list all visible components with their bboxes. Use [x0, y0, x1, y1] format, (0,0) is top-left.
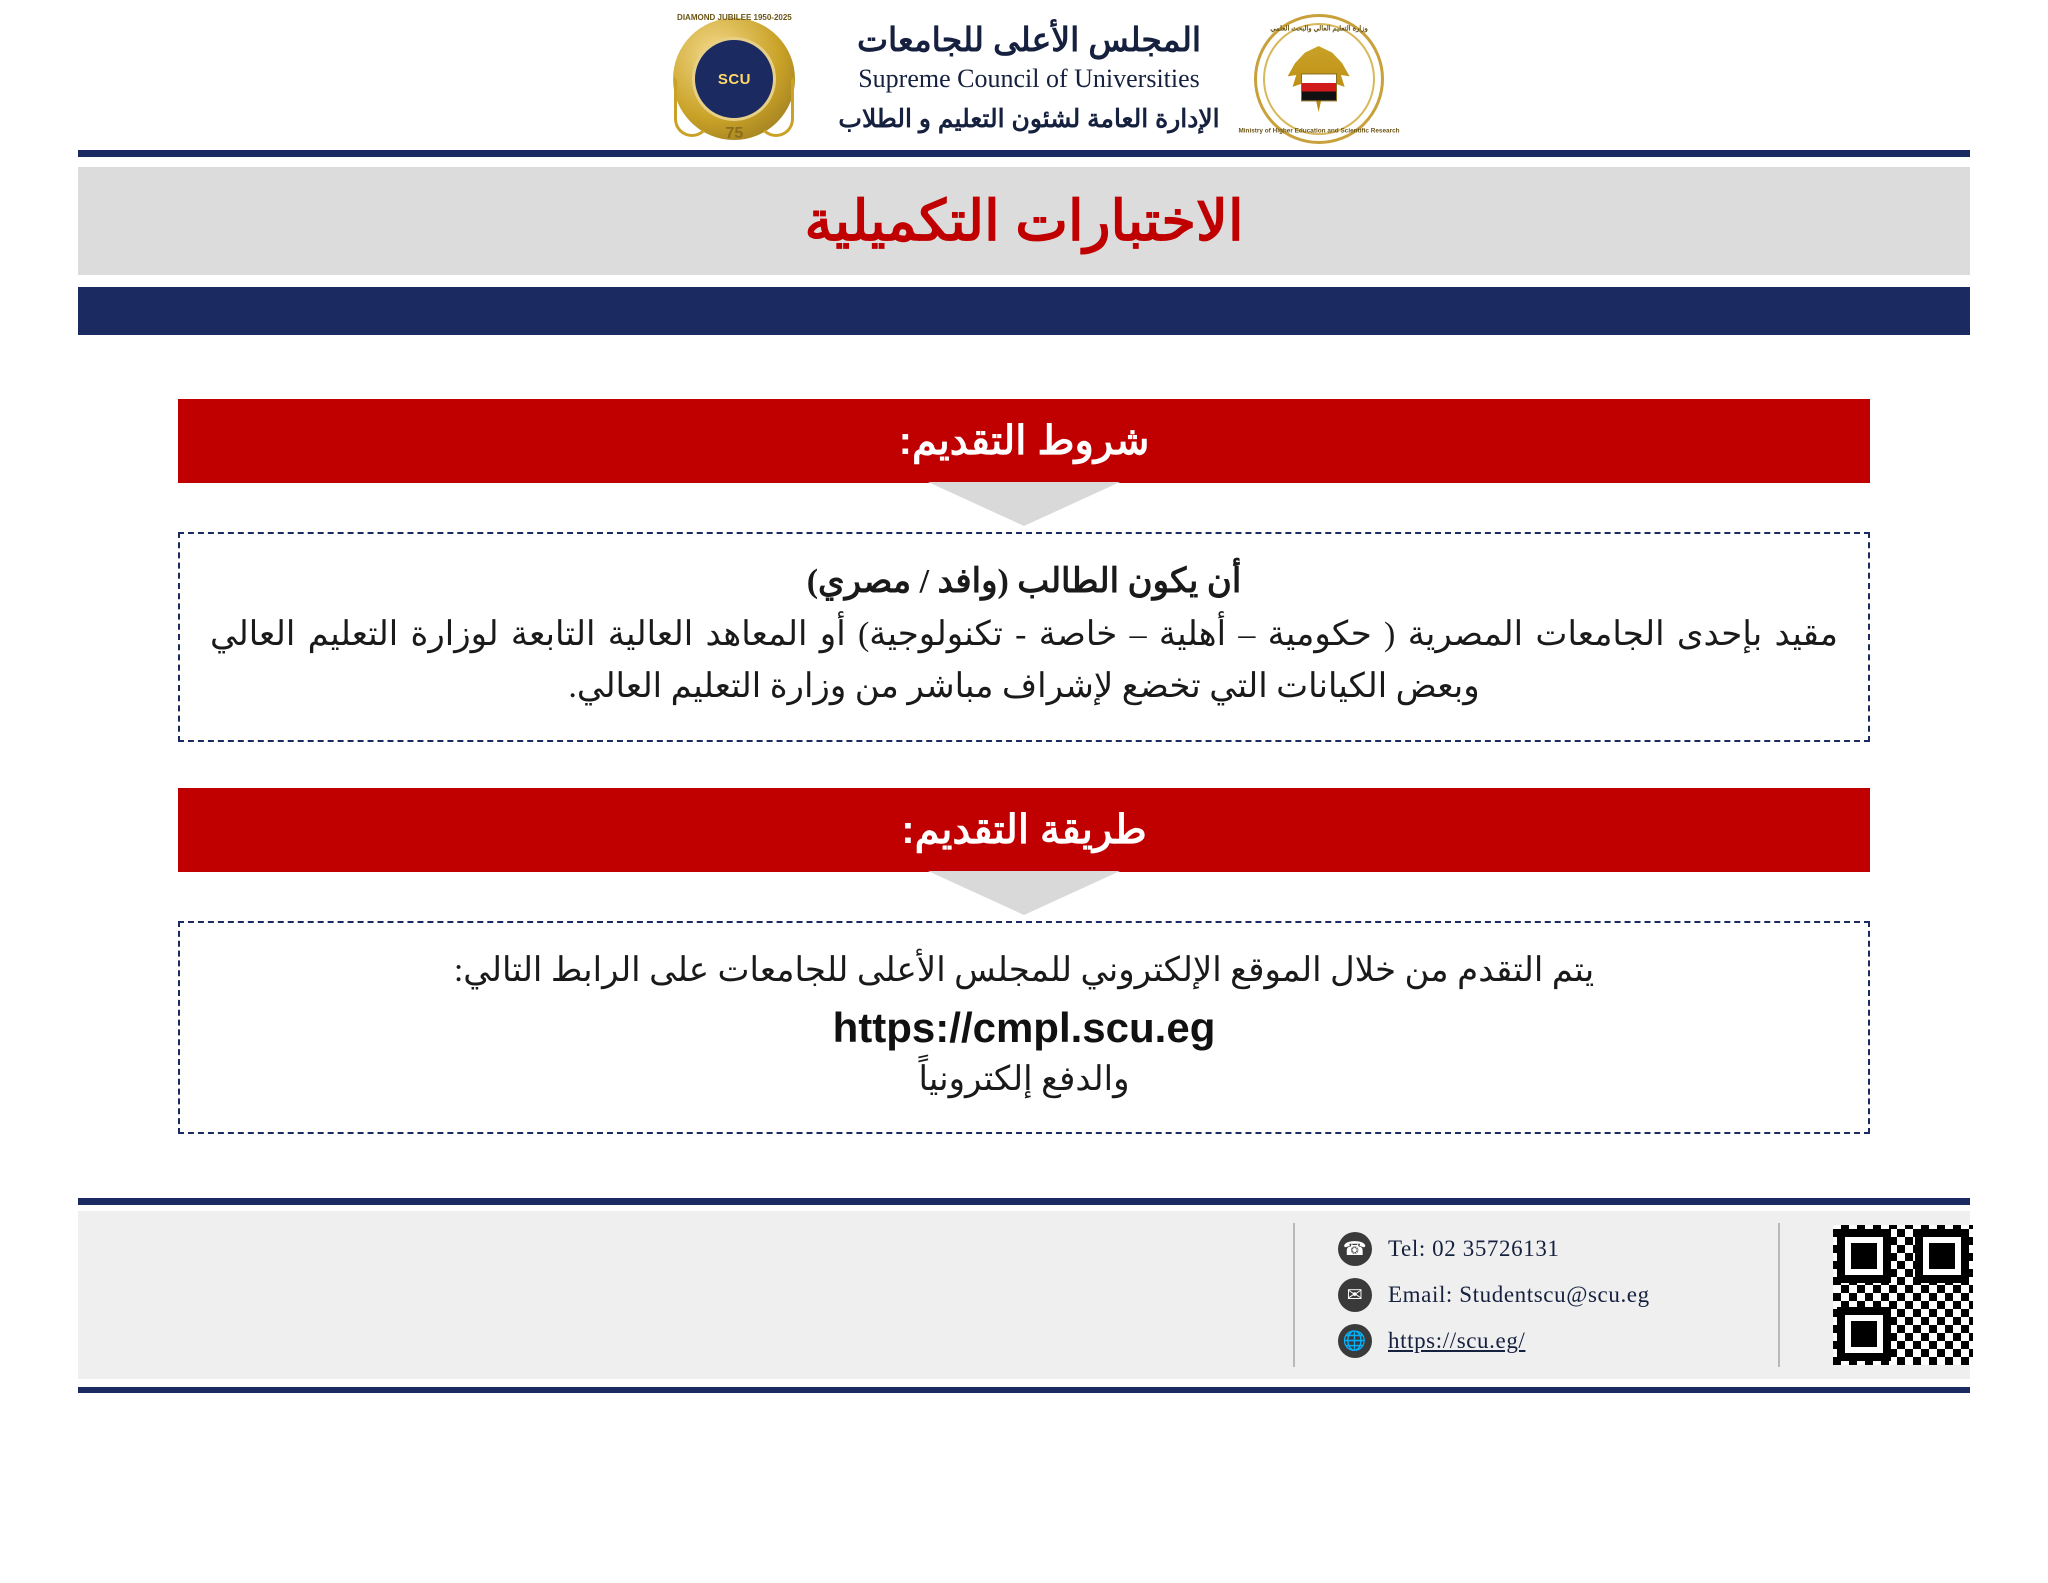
- scu-logo-jubilee-text: DIAMOND JUBILEE 1950-2025: [677, 13, 792, 22]
- contact-phone-text: Tel: 02 35726131: [1388, 1236, 1560, 1262]
- arrow-conditions-wrap: [78, 482, 1970, 526]
- contact-email-text: Email: Studentscu@scu.eg: [1388, 1282, 1650, 1308]
- application-portal-link[interactable]: https://cmpl.scu.eg: [832, 1003, 1216, 1051]
- scu-logo: [664, 9, 804, 149]
- org-title-arabic: المجلس الأعلى للجامعات: [856, 21, 1202, 59]
- qr-code[interactable]: [1833, 1225, 1973, 1365]
- department-title: الإدارة العامة لشئون التعليم و الطلاب: [838, 105, 1220, 134]
- globe-icon: 🌐: [1338, 1324, 1372, 1358]
- arrow-down-icon: [928, 871, 1120, 915]
- contact-website-row[interactable]: [1338, 1324, 1650, 1358]
- ministry-logo-text-ar: وزارة التعليم العالي والبحث العلمي: [1269, 24, 1368, 33]
- section-conditions-heading: شروط التقديم:: [898, 419, 1150, 463]
- mail-icon: ✉: [1338, 1278, 1372, 1312]
- document-header: [0, 0, 2048, 150]
- arrow-how-to-apply-wrap: [78, 871, 1970, 915]
- header-divider: [78, 150, 1970, 157]
- apply-line-2: والدفع إلكترونياً: [918, 1060, 1130, 1098]
- page-title: الاختبارات التكميلية: [804, 189, 1244, 252]
- arrow-down-icon: [928, 482, 1120, 526]
- scu-logo-anniversary-number: 75: [725, 125, 744, 142]
- spacer-top: [0, 335, 2048, 399]
- footer-bottom-divider: [78, 1387, 1970, 1393]
- conditions-line-2: مقيد بإحدى الجامعات المصرية ( حكومية – أهلية – خاصة - تكنولوجية) أو المعاهد العالية التابعة لوزارة التعليم العالي وبعض الكيانات التي تخضع لإشراف مباشر من وزارة التعليم العالي.: [210, 615, 1838, 706]
- spacer-bottom: [0, 1134, 2048, 1178]
- scu-logo-monogram: SCU: [692, 37, 776, 121]
- footer-contact-list: [1338, 1222, 1650, 1368]
- section-how-to-apply-body: [178, 921, 1870, 1134]
- ministry-logo-text: [1238, 14, 1400, 144]
- footer-divider-right: [1778, 1223, 1780, 1367]
- contact-email-row: [1338, 1278, 1650, 1312]
- section-conditions-body: [178, 532, 1870, 742]
- section-conditions: [78, 399, 1970, 742]
- contact-phone-row: [1338, 1232, 1650, 1266]
- footer-divider-left: [1293, 1223, 1295, 1367]
- section-how-to-apply: [78, 788, 1970, 1134]
- section-conditions-heading-band: [178, 399, 1870, 483]
- ministry-logo-text-en: Ministry of Higher Education and Scientific Research: [1238, 126, 1400, 135]
- title-underbar: [78, 287, 1970, 335]
- header-titles: [838, 19, 1219, 138]
- section-how-to-apply-heading-band: [178, 788, 1870, 872]
- main-title-band: [78, 167, 1970, 275]
- spacer-between-sections: [0, 742, 2048, 788]
- phone-icon: ☎: [1338, 1232, 1372, 1266]
- conditions-line-1-text: أن يكون الطالب (وافد / مصري): [806, 563, 1242, 600]
- conditions-line-1: [210, 556, 1838, 609]
- qr-finder-top-left: [1837, 1229, 1891, 1283]
- contact-website-link[interactable]: https://scu.eg/: [1388, 1328, 1526, 1354]
- org-title-english: Supreme Council of Universities: [858, 63, 1200, 93]
- section-how-to-apply-heading: طريقة التقديم:: [901, 808, 1147, 853]
- ministry-logo: [1238, 14, 1400, 144]
- document-footer: [78, 1211, 1970, 1379]
- apply-line-1: يتم التقدم من خلال الموقع الإلكتروني للمجلس الأعلى للجامعات على الرابط التالي:: [453, 952, 1595, 990]
- qr-finder-bottom-left: [1837, 1307, 1891, 1361]
- qr-finder-top-right: [1915, 1229, 1969, 1283]
- footer-top-divider: [78, 1198, 1970, 1205]
